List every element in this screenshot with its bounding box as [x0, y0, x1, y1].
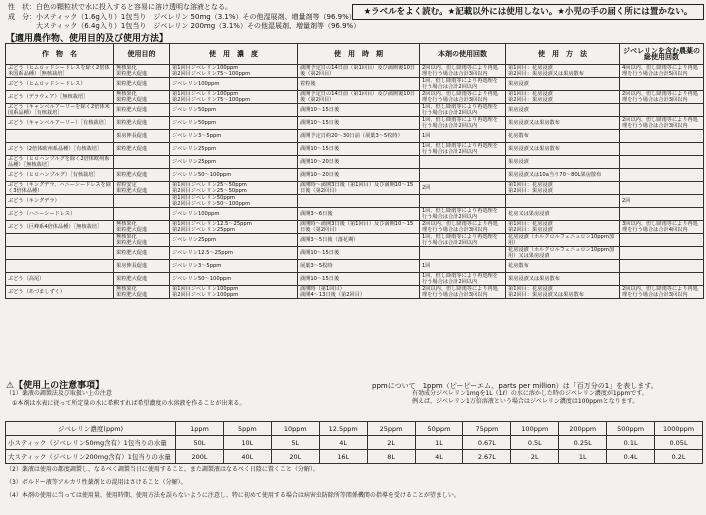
ppm-line: 例えば、ジベレリン1万倍溶液という場合はジベレリン濃度は100ppmとなります。: [412, 398, 639, 405]
table-cell: [620, 260, 704, 273]
table-row: [6, 234, 704, 247]
conc-row-label: 大スティック（ジベレリン200mg含有）1包当りの水量: [6, 450, 176, 464]
conc-cell: 4L: [415, 450, 463, 464]
table-cell: ジベレリン100ppm: [170, 208, 298, 221]
table-cell: ぶどう（ヒロハンブルグを除く2倍体欧州系品種）［無核栽培］: [6, 156, 114, 169]
table-cell: ぶどう（ヒムロッドシードレス）: [6, 78, 114, 91]
ppm-explanation: [372, 382, 702, 406]
table-row: [6, 195, 704, 208]
table-cell: 果粒肥大促進: [114, 104, 170, 117]
table-cell: 果房伸長促進: [114, 130, 170, 143]
column-header: 使 用 濃 度: [170, 44, 298, 65]
footer-note: （2）薬液は使用の都度調製し、なるべく調製当日に使用すること。また調製液はなるべく日陰に置くこと（分解）。: [6, 466, 319, 473]
warning-box: ★ラベルをよく読む。★記載以外には使用しない。★小児の手の届く所には置かない。: [352, 4, 704, 20]
column-header: ジベレリンを含む農薬の総使用回数: [620, 44, 704, 65]
table-cell: 第1回目ジベレリン25〜50ppm 第2回目ジベレリン25〜50ppm: [170, 182, 298, 195]
conc-row: [6, 436, 703, 450]
table-cell: 2回以内、但し降雨等により再処理を行う場合は合計3回以内: [620, 286, 704, 299]
table-cell: 花房又は果房浸漬: [506, 208, 620, 221]
table-cell: 満開10〜15日後: [298, 247, 420, 260]
table-cell: [6, 247, 114, 260]
conc-cell: 0.05L: [655, 436, 703, 450]
table-cell: 果粒肥大促進: [114, 247, 170, 260]
table-cell: 果房浸漬又は果房散布: [506, 273, 620, 286]
table-cell: 満開時（第1回目） 満開4〜13日後（第2回目）: [298, 286, 420, 299]
conc-row-label: 小スティック（ジベレリン50mg含有）1包当りの水量: [6, 436, 176, 450]
table-cell: ジベレリン50ppm: [170, 117, 298, 130]
table-cell: 無核果化 果粒肥大促進: [114, 234, 170, 247]
column-header: 作 物 名: [6, 44, 114, 65]
table-cell: 第1回目：花房浸漬 第2回目：果房浸漬: [506, 221, 620, 234]
table-cell: [114, 156, 170, 169]
footer-note: （4）本剤の使用に当っては使用量、使用時期、使用方法を誤らないように注意し、特に初めて使用する場合は病害虫防除所等関係機関の指導を受けることが望ましい。: [6, 492, 460, 499]
table-cell: 無核果化 果粒肥大促進: [114, 65, 170, 78]
ppm-line: 有効成分ジベレリン1mgを1L（1ℓ）の水に溶かした時のジベレリン濃度が1ppmです。: [412, 390, 648, 397]
table-cell: 無核果化 果粒肥大促進: [114, 221, 170, 234]
conc-cell: 5L: [271, 436, 319, 450]
table-cell: [620, 273, 704, 286]
table-cell: 満開3〜6日後: [298, 208, 420, 221]
table-cell: ぶどう（キングデラ）: [6, 195, 114, 208]
table-cell: [506, 195, 620, 208]
table-cell: 1回、但し降雨等により再処理を行う場合は合計2回以内: [420, 273, 506, 286]
column-header: 使 用 方 法: [506, 44, 620, 65]
table-cell: [620, 182, 704, 195]
table-cell: ぶどう（ヒロハンブルグ）［有核栽培］: [6, 169, 114, 182]
table-cell: ぶどう（キャンベルアーリー）［有核栽培］: [6, 117, 114, 130]
table-cell: 第1回目ジベレリン12.5〜25ppm 第2回目ジベレリン25ppm: [170, 221, 298, 234]
table-cell: [620, 78, 704, 91]
table-cell: 1回、但し降雨等により再処理を行う場合は合計2回以内: [420, 143, 506, 156]
table-cell: 満開予定日約20〜30日前（展葉3〜5枚時）: [298, 130, 420, 143]
table-cell: 果粒肥大促進: [114, 143, 170, 156]
table-row: [6, 221, 704, 234]
table-cell: 満開10〜15日後: [298, 273, 420, 286]
table-row: [6, 156, 704, 169]
conc-header-cell: 75ppm: [463, 422, 511, 436]
table-cell: ジベレリン50〜100ppm: [170, 169, 298, 182]
conc-cell: 1L: [415, 436, 463, 450]
table-cell: [620, 143, 704, 156]
conc-cell: 4L: [319, 436, 367, 450]
table-cell: 花房散布: [506, 130, 620, 143]
table-cell: [6, 130, 114, 143]
conc-cell: 10L: [223, 436, 271, 450]
table-row: [6, 78, 704, 91]
table-cell: 1回、但し降雨等により再処理を行う場合は合計2回以内: [420, 234, 506, 247]
table-cell: 満開10〜20日後: [298, 169, 420, 182]
table-row: [6, 104, 704, 117]
column-header: 本剤の使用回数: [420, 44, 506, 65]
conc-header-cell: 10ppm: [271, 422, 319, 436]
table-cell: 満開10〜15日後: [298, 143, 420, 156]
table-cell: ぶどう（ハニーシードレス）: [6, 208, 114, 221]
table-cell: 1回、但し降雨等により再処理を行う場合は合計2回以内: [420, 104, 506, 117]
table-cell: 1回: [420, 260, 506, 273]
concentration-table: [5, 421, 703, 464]
table-cell: [620, 104, 704, 117]
table-cell: [620, 247, 704, 260]
table-cell: 満開10〜15日後: [298, 117, 420, 130]
table-cell: [620, 130, 704, 143]
conc-cell: 40L: [223, 450, 271, 464]
table-cell: 2回以内、但し降雨等により再処理を行う場合は合計3回以内: [420, 286, 506, 299]
ingredient-line-small: 成 分：小スティック（1.6g入り）1包当り ジベレリン 50mg（3.1%）その他湿展剤、増量剤等（96.9%）: [8, 13, 356, 21]
table-cell: 果粒肥大促進: [114, 117, 170, 130]
ppm-line: 1ppm（ピーピーエム、parts per million）は「百万分の1」を表します。: [422, 382, 658, 390]
conc-cell: 0.25L: [559, 436, 607, 450]
table-cell: 第1回目ジベレリン100ppm 第2回目ジベレリン75〜100ppm: [170, 65, 298, 78]
conc-cell: 20L: [271, 450, 319, 464]
conc-header-label: ジベレリン濃度(ppm): [6, 422, 176, 436]
table-row: [6, 91, 704, 104]
usage-table: [5, 43, 704, 299]
table-cell: 果房伸長促進: [114, 260, 170, 273]
table-cell: [420, 169, 506, 182]
conc-cell: 50L: [176, 436, 224, 450]
table-cell: ぶどう（キャンベルアーリーを除く2倍体米国系品種）［有核栽培］: [6, 104, 114, 117]
table-cell: ぶどう（デラウェア）［無核栽培］: [6, 91, 114, 104]
table-cell: 第1回目：花房浸漬 第2回目：果房浸漬又は果房散布: [506, 286, 620, 299]
conc-cell: 2L: [367, 436, 415, 450]
column-header: 使 用 時 期: [298, 44, 420, 65]
table-cell: ぶどう（ヒムロッドシードレスを除く2倍体米国系品種）［無核栽培］: [6, 65, 114, 78]
table-cell: 2回以内、但し降雨等により再処理を行う場合は合計3回以内: [620, 91, 704, 104]
table-cell: 第1回目ジベレリン100ppm 第2回目ジベレリン75〜100ppm: [170, 91, 298, 104]
column-header: 使用目的: [114, 44, 170, 65]
table-cell: 2回: [620, 195, 704, 208]
table-cell: 第1回目：花房浸漬 第2回目：果房浸漬: [506, 91, 620, 104]
table-cell: ジベレリン50ppm: [170, 104, 298, 117]
table-cell: ジベレリン100ppm: [170, 78, 298, 91]
table-cell: [620, 234, 704, 247]
table-cell: ジベレリン3〜5ppm: [170, 130, 298, 143]
table-cell: 花房浸漬（ホルクロルフェニュロン10ppm加用）: [506, 234, 620, 247]
conc-header-cell: 12.5ppm: [319, 422, 367, 436]
table-row: [6, 182, 704, 195]
table-cell: 着粒後: [298, 78, 420, 91]
table-cell: 2回以内、但し降雨等により再処理を行う場合は合計3回以内: [420, 65, 506, 78]
table-cell: [114, 208, 170, 221]
table-row: [6, 169, 704, 182]
table-cell: 満開予定日の14日前（第1回目）及び満開後10日後（第2回目）: [298, 65, 420, 78]
conc-cell: 0.1L: [607, 436, 655, 450]
table-cell: 花房散布: [506, 260, 620, 273]
table-cell: 無核果化 果粒肥大促進: [114, 91, 170, 104]
table-cell: [420, 247, 506, 260]
table-cell: [620, 169, 704, 182]
table-cell: [6, 260, 114, 273]
table-cell: 満開3〜5日後（落花期）: [298, 234, 420, 247]
table-cell: 第1回目ジベレリン50ppm 第2回目ジベレリン50〜100ppm: [170, 195, 298, 208]
conc-cell: 2L: [511, 450, 559, 464]
table-row: [6, 208, 704, 221]
table-cell: ぶどう（2倍体欧州系品種）［有核栽培］: [6, 143, 114, 156]
table-cell: 無核果化 果粒肥大促進: [114, 286, 170, 299]
table-row: [6, 130, 704, 143]
table-row: [6, 260, 704, 273]
table-cell: 1回: [420, 130, 506, 143]
table-cell: 花房浸漬（ホルクロルフェニュロン10ppm加用）又は果房浸漬: [506, 247, 620, 260]
table-header-row: [6, 44, 704, 65]
table-cell: 満開時〜満開3日後（第1回目）及び満開10〜15日後（第2回目）: [298, 182, 420, 195]
note-line: ①本剤は水表に従って所定量の水に希釈すれば希望濃度の水溶液を作ることが出来る。: [6, 400, 246, 407]
table-cell: ジベレリン3〜5ppm: [170, 260, 298, 273]
table-cell: 果房浸漬又は果房散布: [506, 143, 620, 156]
conc-header-cell: 100ppm: [511, 422, 559, 436]
section-title: 【適用農作物、使用目的及び使用方法】: [6, 34, 169, 44]
table-cell: ジベレリン25ppm: [170, 143, 298, 156]
table-cell: [6, 234, 114, 247]
table-cell: 1回、但し降雨等により再処理を行う場合は合計2回以内: [420, 117, 506, 130]
table-cell: 2回: [420, 182, 506, 195]
table-cell: [620, 208, 704, 221]
table-cell: 第1回目ジベレリン100ppm 第2回目ジベレリン100ppm: [170, 286, 298, 299]
table-cell: [620, 156, 704, 169]
table-cell: ぶどう（巨峰系4倍体品種）［無核栽培］: [6, 221, 114, 234]
table-cell: 果房浸漬: [506, 104, 620, 117]
table-cell: [298, 195, 420, 208]
conc-header-cell: 25ppm: [367, 422, 415, 436]
table-cell: ぶどう（高尾）: [6, 273, 114, 286]
table-cell: ぶどう（あづましずく）: [6, 286, 114, 299]
conc-header-row: [6, 422, 703, 436]
table-cell: 満開予定日の14日前（第1回目）及び満開後10日後（第2回目）: [298, 91, 420, 104]
table-cell: 果粒肥大促進: [114, 273, 170, 286]
property-line: 性 状：白色の顆粒状で水に投入すると容易に溶け透明な溶液となる。: [8, 3, 232, 11]
conc-cell: 2.67L: [463, 450, 511, 464]
conc-cell: 0.67L: [463, 436, 511, 450]
note-line: （1）薬液の調製法及び取扱い上の注意: [6, 390, 112, 397]
table-cell: 果粒肥大促進: [114, 78, 170, 91]
table-cell: 3回以内、但し降雨等により再処理を行う場合は合計4回以内: [620, 221, 704, 234]
conc-cell: 0.2L: [655, 450, 703, 464]
conc-cell: 200L: [176, 450, 224, 464]
conc-row: [6, 450, 703, 464]
table-cell: ぶどう（キングデラ、ハニーシードレスを除く3倍体品種）: [6, 182, 114, 195]
table-cell: 果房浸漬又は10a当り70〜80L果房散布: [506, 169, 620, 182]
table-cell: 満開時〜満開3日後（第1回目）及び満開10〜15日後（第2回目）: [298, 221, 420, 234]
table-body: [6, 65, 704, 299]
table-cell: [420, 156, 506, 169]
table-cell: 1回、但し降雨等により再処理を行う場合は合計2回以内: [420, 208, 506, 221]
conc-header-cell: 200ppm: [559, 422, 607, 436]
table-cell: [420, 195, 506, 208]
conc-cell: 0.5L: [511, 436, 559, 450]
table-cell: 着粒安定 果粒肥大促進: [114, 182, 170, 195]
conc-cell: 16L: [319, 450, 367, 464]
table-cell: 果房浸漬又は果房散布: [506, 117, 620, 130]
conc-header-cell: 1000ppm: [655, 422, 703, 436]
table-cell: ジベレリン50〜100ppm: [170, 273, 298, 286]
table-row: [6, 273, 704, 286]
table-row: [6, 65, 704, 78]
table-cell: 満開10〜20日後: [298, 156, 420, 169]
conc-header-cell: 50ppm: [415, 422, 463, 436]
table-cell: 第1回目：花房浸漬 第2回目：果房浸漬: [506, 182, 620, 195]
conc-cell: 1L: [559, 450, 607, 464]
table-cell: 展葉3〜5枚時: [298, 260, 420, 273]
conc-header-cell: 500ppm: [607, 422, 655, 436]
conc-header-cell: 5ppm: [223, 422, 271, 436]
ppm-title: ppmについて: [372, 382, 416, 390]
conc-cell: 8L: [367, 450, 415, 464]
table-cell: 2回以内、但し降雨等により再処理を行う場合は合計3回以内: [620, 117, 704, 130]
table-row: [6, 117, 704, 130]
table-cell: 満開10〜15日後: [298, 104, 420, 117]
table-cell: 2回以内、但し降雨等により再処理を行う場合は合計3回以内: [420, 91, 506, 104]
table-cell: 果粒肥大促進: [114, 169, 170, 182]
table-cell: 第1回目：花房浸漬 第2回目：果房浸漬又は果房散布: [506, 65, 620, 78]
table-cell: 1回、但し降雨等により再処理を行う場合は合計2回以内: [420, 78, 506, 91]
table-cell: 果房浸漬: [506, 156, 620, 169]
table-cell: [114, 195, 170, 208]
notes-title: ⚠【使用上の注意事項】: [6, 381, 105, 391]
table-cell: ジベレリン25ppm: [170, 156, 298, 169]
table-cell: ジベレリン25ppm: [170, 234, 298, 247]
table-row: [6, 286, 704, 299]
table-cell: 4回以内、但し降雨等により再処理を行う場合は合計5回以内: [620, 65, 704, 78]
table-row: [6, 247, 704, 260]
table-row: [6, 143, 704, 156]
footer-note: （3）ボルドー液等アルカリ性薬剤との混用はさけること（分解）。: [6, 479, 187, 486]
conc-header-cell: 1ppm: [176, 422, 224, 436]
table-cell: ジベレリン12.5〜25ppm: [170, 247, 298, 260]
table-cell: 2回以内、但し降雨等により再処理を行う場合は合計3回以内: [420, 221, 506, 234]
ingredient-line-large: 大スティック（6.4g入り）1包当り ジベレリン 200mg（3.1%）その他湿展剤、増量剤等（96.9%）: [8, 22, 361, 30]
table-cell: 果房浸漬: [506, 78, 620, 91]
conc-cell: 0.4L: [607, 450, 655, 464]
